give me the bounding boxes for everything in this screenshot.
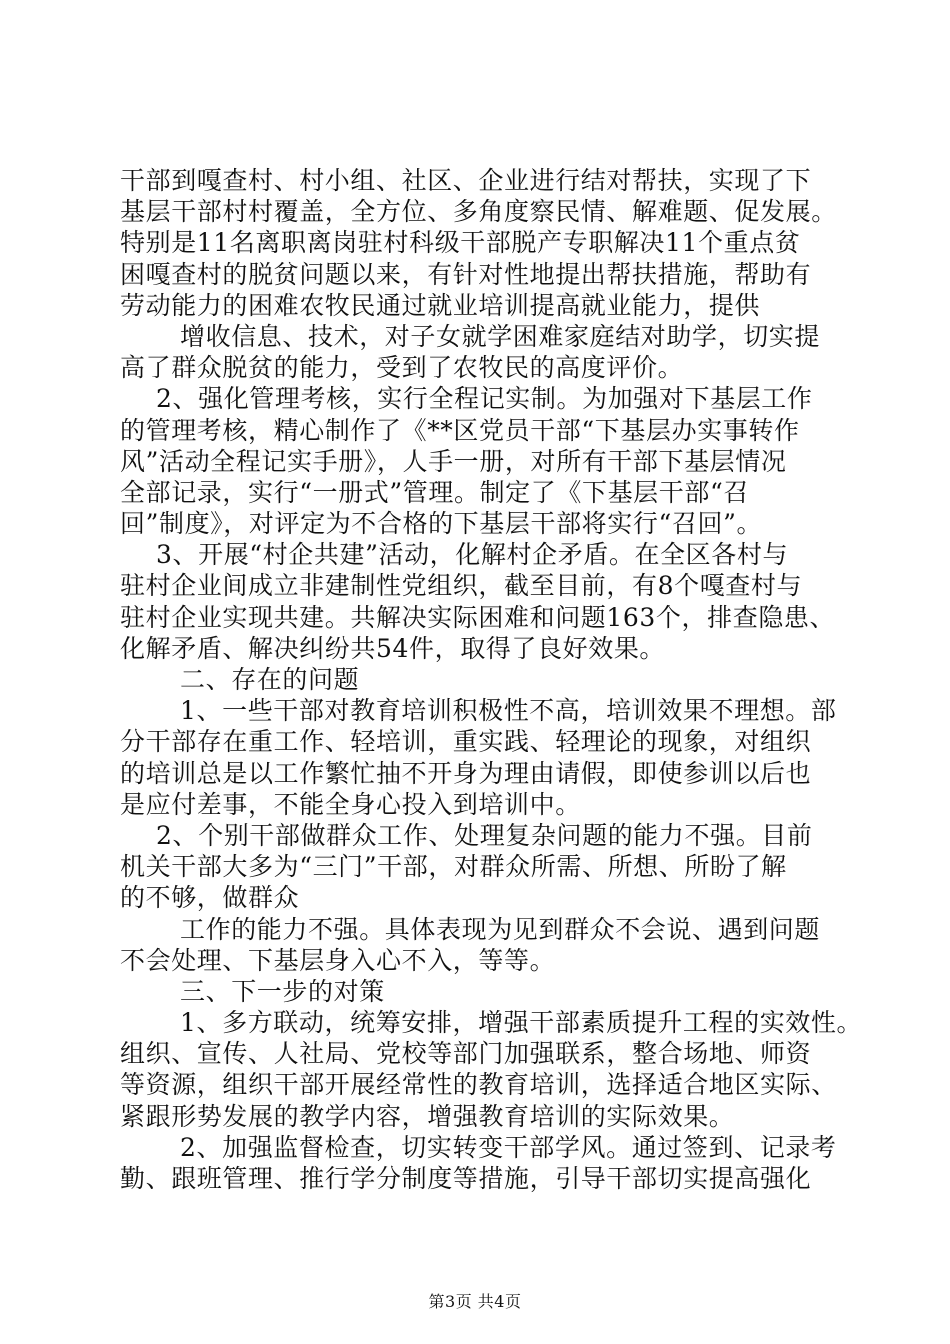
text-line: 机关干部大多为“三门”干部，对群众所需、所想、所盼了解 — [120, 852, 787, 882]
text-line: 2、加强监督检查，切实转变干部学风。通过签到、记录考 — [180, 1132, 837, 1162]
text-line: 勤、跟班管理、推行学分制度等措施，引导干部切实提高强化 — [120, 1164, 812, 1193]
text-line: 干部到嘎查村、村小组、社区、企业进行结对帮扶，实现了下 — [120, 166, 812, 195]
text-line: 驻村企业实现共建。共解决实际困难和问题163个，排查隐患、 — [120, 602, 836, 632]
text-line: 回”制度》，对评定为不合格的下基层干部将实行“召回”。 — [120, 509, 763, 539]
text-line: 的管理考核，精心制作了《**区党员干部“下基层办实事转作 — [120, 415, 800, 445]
text-line: 驻村企业间成立非建制性党组织，截至目前，有8个嘎查村与 — [120, 571, 803, 601]
text-line: 基层干部村村覆盖，全方位、多角度察民情、解难题、促发展。 — [120, 197, 837, 227]
text-line: 不会处理、下基层身入心不入，等等。 — [120, 945, 556, 975]
text-line: 是应付差事，不能全身心投入到培训中。 — [120, 789, 581, 819]
text-line: 1、多方联动，统筹安排，增强干部素质提升工程的实效性。 — [180, 1008, 863, 1038]
text-line: 工作的能力不强。具体表现为见到群众不会说、遇到问题 — [180, 914, 821, 944]
text-line: 增收信息、技术，对子女就学困难家庭结对助学，切实提 — [180, 321, 821, 351]
text-line: 2、强化管理考核，实行全程记实制。为加强对下基层工作 — [156, 384, 813, 414]
text-line: 困嘎查村的脱贫问题以来，有针对性地提出帮扶措施，帮助有 — [120, 259, 812, 289]
page-footer: 第3页 共4页 — [428, 1292, 522, 1311]
document-body — [120, 165, 863, 1194]
text-line: 1、一些干部对教育培训积极性不高，培训效果不理想。部 — [180, 696, 837, 726]
text-line: 劳动能力的困难农牧民通过就业培训提高就业能力，提供 — [120, 290, 761, 320]
text-line: 2、个别干部做群众工作、处理复杂问题的能力不强。目前 — [156, 820, 813, 850]
text-line: 风”活动全程记实手册》，人手一册，对所有干部下基层情况 — [120, 446, 787, 476]
text-line: 二、存在的问题 — [180, 665, 360, 694]
text-line: 三、下一步的对策 — [180, 976, 385, 1006]
text-line: 特别是11名离职离岗驻村科级干部脱产专职解决11个重点贫 — [120, 228, 801, 258]
text-line: 等资源，组织干部开展经常性的教育培训，选择适合地区实际、 — [120, 1070, 837, 1100]
text-line: 分干部存在重工作、轻培训，重实践、轻理论的现象，对组织 — [120, 727, 812, 757]
text-line: 高了群众脱贫的能力，受到了农牧民的高度评价。 — [120, 353, 684, 383]
text-line: 的不够，做群众 — [120, 883, 300, 913]
text-line: 全部记录，实行“一册式”管理。制定了《下基层干部“召 — [120, 477, 749, 507]
text-line: 紧跟形势发展的教学内容，增强教育培训的实际效果。 — [120, 1101, 735, 1131]
text-line: 组织、宣传、人社局、党校等部门加强联系，整合场地、师资 — [120, 1039, 812, 1069]
text-line: 化解矛盾、解决纠纷共54件，取得了良好效果。 — [120, 633, 666, 663]
text-line: 的培训总是以工作繁忙抽不开身为理由请假，即使参训以后也 — [120, 758, 812, 788]
text-line: 3、开展“村企共建”活动，化解村企矛盾。在全区各村与 — [156, 540, 789, 570]
